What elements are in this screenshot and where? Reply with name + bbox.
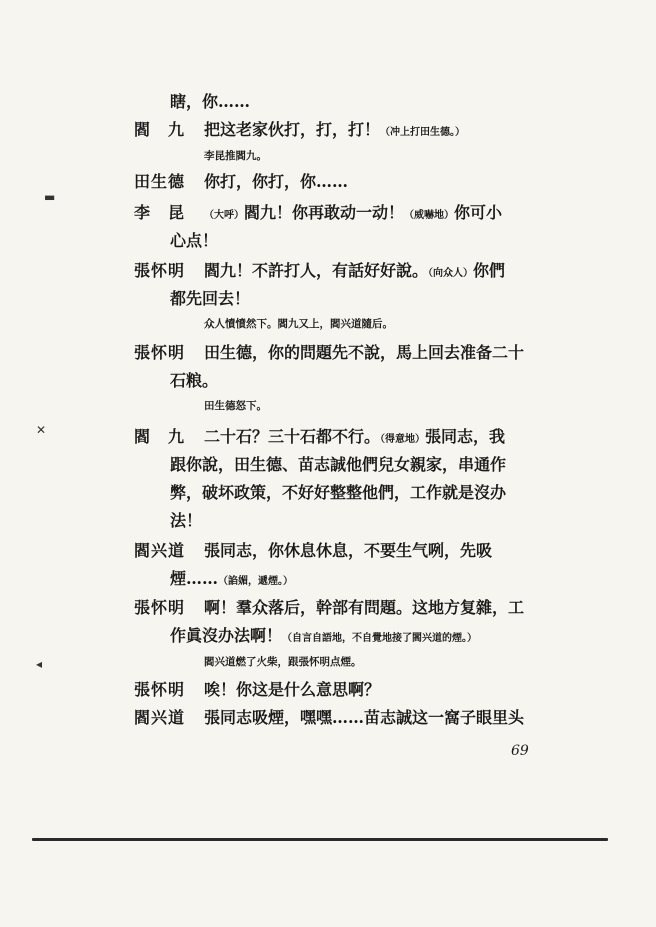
dialogue-text: 你們: [473, 261, 506, 280]
dialogue-line: [170, 371, 218, 391]
dialogue-text: 煙……: [170, 569, 219, 588]
inline-stage-direction: （諂媚，遞煙。）: [218, 576, 294, 587]
speaker-name: 閻 九: [134, 427, 186, 446]
dialogue-text: 啊！羣众落后，幹部有問題。这地方复雜，工: [204, 598, 525, 617]
dialogue-line: [204, 120, 465, 143]
dialogue-text: 張同志吸煙，嘿嘿……苗志誠这一窩子眼里头: [204, 708, 525, 727]
stage-direction: 众人憤憤然下。閻九又上，閻兴道隨后。: [204, 318, 393, 330]
dialogue-line: [204, 172, 348, 192]
margin-mark: ▬: [44, 190, 56, 204]
dialogue-line: [170, 289, 250, 309]
margin-mark: ◂: [36, 657, 43, 671]
dialogue-text: 石粮。: [170, 371, 219, 390]
dialogue-text: 弊，破坏政策，不好好整整他們，工作就是沒办: [170, 483, 507, 502]
bottom-rule: [32, 838, 608, 841]
speaker-name: 張怀明: [134, 680, 186, 699]
dialogue-line: [170, 231, 218, 251]
speaker-name: 閻兴道: [134, 541, 186, 560]
dialogue-text: 把这老家伙打，打，打！: [204, 120, 381, 139]
page-number: 69: [511, 743, 529, 759]
speaker-name: 張怀明: [134, 343, 186, 362]
dialogue-text: 二十石？三十石都不行。: [204, 427, 381, 446]
dialogue-text: 心点！: [170, 231, 219, 250]
dialogue-text: 瞎，你……: [170, 92, 251, 111]
inline-stage-direction: （大呼）: [204, 210, 244, 221]
dialogue-text: 閻九！不許打人，有話好好說。: [204, 261, 429, 280]
dialogue-line: [204, 541, 492, 561]
dialogue-text: 唉！你这是什么意思啊？: [204, 680, 381, 699]
stage-direction: 田生德怒下。: [204, 400, 267, 412]
dialogue-text: 你可小: [454, 203, 503, 222]
dialogue-text: 法！: [170, 511, 203, 530]
inline-stage-direction: （得意地）: [380, 434, 426, 445]
speaker-name: 張怀明: [134, 598, 186, 617]
dialogue-text: 你打，你打，你……: [204, 172, 349, 191]
dialogue-line: [204, 598, 524, 618]
dialogue-text: 張同志，你休息休息，不要生气咧，先吸: [204, 541, 493, 560]
dialogue-line: [204, 708, 524, 728]
inline-stage-direction: （自言自語地，不自覺地接了閻兴道的煙。）: [282, 633, 478, 644]
speaker-name: 閻兴道: [134, 708, 186, 727]
dialogue-line: [170, 92, 250, 112]
dialogue-text: 跟你說，田生德、苗志誠他們兒女親家，串通作: [170, 455, 507, 474]
margin-mark: ✕: [36, 423, 47, 437]
dialogue-text: 都先回去！: [170, 289, 251, 308]
inline-stage-direction: （威嚇地）: [404, 210, 455, 221]
dialogue-line: [204, 343, 524, 363]
stage-direction: 閻兴道燃了火柴，跟張怀明点煙。: [204, 656, 362, 668]
speaker-name: 閻 九: [134, 120, 186, 139]
dialogue-line: [170, 455, 506, 475]
speaker-name: 張怀明: [134, 261, 186, 280]
speaker-name: 田生德: [134, 172, 186, 191]
dialogue-text: 閻九！你再敢动一动！: [244, 203, 405, 222]
dialogue-line: [204, 203, 502, 226]
dialogue-line: [170, 569, 293, 592]
dialogue-line: [170, 626, 477, 649]
stage-direction: 李昆推閻九。: [204, 150, 267, 162]
dialogue-line: [170, 511, 202, 531]
speaker-name: 李 昆: [134, 203, 186, 222]
inline-stage-direction: （向众人）: [428, 268, 474, 279]
dialogue-line: [204, 427, 505, 450]
dialogue-line: [204, 261, 505, 284]
dialogue-line: [204, 680, 380, 700]
dialogue-text: 作眞沒办法啊！: [170, 626, 283, 645]
inline-stage-direction: （冲上打田生德。）: [380, 127, 466, 138]
dialogue-text: 張同志，我: [425, 427, 506, 446]
dialogue-text: 田生德，你的問題先不說，馬上回去准备二十: [204, 343, 525, 362]
dialogue-line: [170, 483, 506, 503]
